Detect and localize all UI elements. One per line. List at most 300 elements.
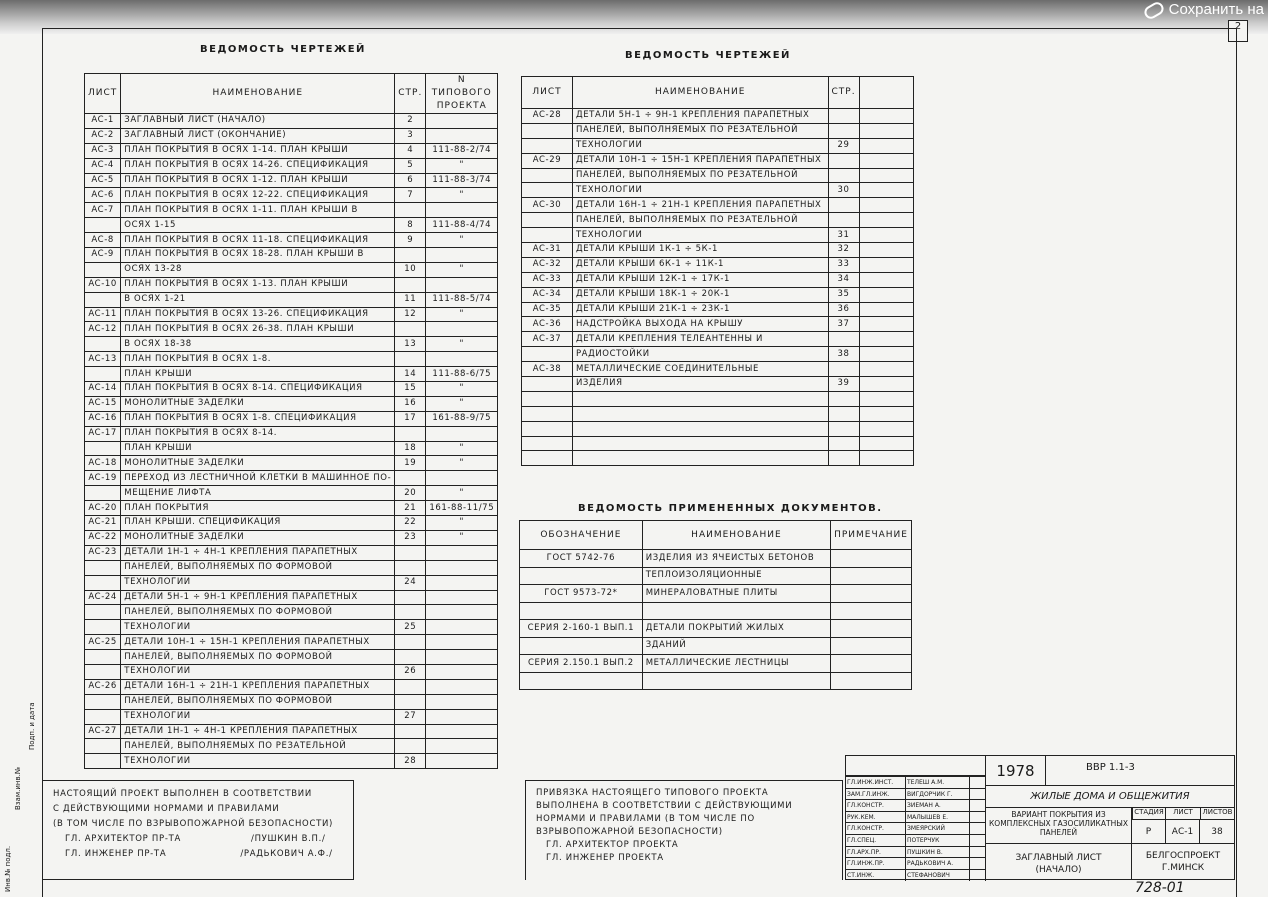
cell-page <box>828 153 859 168</box>
table-row <box>520 655 912 673</box>
cell-page <box>828 123 859 138</box>
cell-name: ТЕХНОЛОГИИ <box>121 709 395 724</box>
cell-name: ПЛАН ПОКРЫТИЯ В ОСЯХ 12-22. СПЕЦИФИКАЦИЯ <box>121 188 395 203</box>
table-row <box>85 411 498 426</box>
table-row <box>85 516 498 531</box>
cell-name: ПЛАН ПОКРЫТИЯ В ОСЯХ 11-18. СПЕЦИФИКАЦИЯ <box>121 233 395 248</box>
staff-name: ВИГДОРЧИК Г. <box>906 789 970 800</box>
cell-project <box>426 426 498 441</box>
cell-sheet <box>85 292 121 307</box>
table-row <box>85 352 498 367</box>
cell-sheet: AC-2 <box>85 128 121 143</box>
cell-project <box>426 114 498 129</box>
cell-sheet: AC-24 <box>85 590 121 605</box>
staff-row <box>846 869 986 881</box>
cell-page <box>831 672 912 690</box>
staff-name: СТЕФАНОВИЧ <box>906 870 970 881</box>
cell-name: МОНОЛИТНЫЕ ЗАДЕЛКИ <box>121 396 395 411</box>
cell-project: 111-88-6/75 <box>426 367 498 382</box>
cell-sheet: AC-38 <box>522 362 573 377</box>
sheet-value: АС-1 <box>1166 820 1200 844</box>
column-header: N ТИПОВОГО ПРОЕКТА <box>426 74 498 114</box>
cell-project: 111-88-4/74 <box>426 218 498 233</box>
cell-sheet <box>522 377 573 392</box>
staff-name: ЗМЕЯРСКИЙ <box>906 823 970 834</box>
cell-page <box>828 332 859 347</box>
cell-page: 7 <box>395 188 426 203</box>
cell-project <box>859 332 913 347</box>
table-row <box>522 347 914 362</box>
cell-page <box>828 198 859 213</box>
column-header: СТР. <box>395 74 426 114</box>
cell-sheet <box>85 620 121 635</box>
cell-project: " <box>426 233 498 248</box>
table-row <box>522 243 914 258</box>
cell-project <box>859 436 913 451</box>
save-to-button[interactable] <box>1144 1 1264 18</box>
cell-name: ПАНЕЛЕЙ, ВЫПОЛНЯЕМЫХ ПО ФОРМОВОЙ <box>121 650 395 665</box>
staff-name: РАДЬКОВИЧ А. <box>906 858 970 869</box>
staff-role: ГЛ.АРХ.ПР. <box>846 847 906 858</box>
cell-page: 32 <box>828 243 859 258</box>
cell-project <box>859 421 913 436</box>
cell-page <box>828 451 859 466</box>
table-row <box>520 637 912 655</box>
cell-name: ПЛАН ПОКРЫТИЯ В ОСЯХ 14-26. СПЕЦИФИКАЦИЯ <box>121 158 395 173</box>
cell-project: 111-88-2/74 <box>426 143 498 158</box>
cell-sheet: AC-32 <box>522 257 573 272</box>
cell-page <box>395 203 426 218</box>
table-row <box>85 635 498 650</box>
cell-page: 26 <box>395 664 426 679</box>
cell-sheet: AC-36 <box>522 317 573 332</box>
year: 1978 <box>986 756 1046 786</box>
cell-name: ПЕРЕХОД ИЗ ЛЕСТНИЧНОЙ КЛЕТКИ В МАШИННОЕ ПО- <box>121 471 395 486</box>
docs-table-title: ВЕДОМОСТЬ ПРИМЕНЕННЫХ ДОКУМЕНТОВ. <box>578 503 883 514</box>
cell-name <box>572 436 828 451</box>
cell-name: ТЕХНОЛОГИИ <box>121 620 395 635</box>
table-row <box>522 451 914 466</box>
table-row <box>85 679 498 694</box>
cell-sheet <box>520 672 643 690</box>
cell-page <box>831 620 912 638</box>
cell-sheet <box>522 168 573 183</box>
cell-sheet <box>522 406 573 421</box>
cell-sheet: AC-33 <box>522 272 573 287</box>
cell-project <box>426 605 498 620</box>
cell-name: ПАНЕЛЕЙ, ВЫПОЛНЯЕМЫХ ПО ФОРМОВОЙ <box>121 560 395 575</box>
staff-row <box>846 799 986 811</box>
cell-page: 25 <box>395 620 426 635</box>
note-line: (В ТОМ ЧИСЛЕ ПО ВЗРЫВОПОЖАРНОЙ БЕЗОПАСНОСТИ) <box>53 819 334 829</box>
staff-role: ЗАМ.ГЛ.ИНЖ. <box>846 789 906 800</box>
cell-name: ПЛАН ПОКРЫТИЯ В ОСЯХ 13-26. СПЕЦИФИКАЦИЯ <box>121 307 395 322</box>
cell-page <box>395 635 426 650</box>
table-row <box>522 183 914 198</box>
cell-project <box>426 679 498 694</box>
cell-name: НАДСТРОЙКА ВЫХОДА НА КРЫШУ <box>572 317 828 332</box>
archive-number: 728-01 <box>1135 880 1185 896</box>
save-icon <box>1142 0 1166 21</box>
table-row <box>522 272 914 287</box>
cell-sheet <box>85 754 121 769</box>
cell-project: " <box>426 262 498 277</box>
table-row <box>520 567 912 585</box>
cell-sheet <box>522 213 573 228</box>
cell-page: 2 <box>395 114 426 129</box>
cell-name: ДЕТАЛИ 5Н-1 ÷ 9Н-1 КРЕПЛЕНИЯ ПАРАПЕТНЫХ <box>121 590 395 605</box>
table-row <box>522 391 914 406</box>
cell-sheet <box>85 709 121 724</box>
staff-name: МАЛЫШЕВ Е. <box>906 812 970 823</box>
table-row <box>85 203 498 218</box>
cell-page: 4 <box>395 143 426 158</box>
cell-page: 8 <box>395 218 426 233</box>
staff-row <box>846 776 986 788</box>
sheets-value: 38 <box>1200 820 1234 844</box>
cell-sheet: AC-37 <box>522 332 573 347</box>
cell-page <box>395 650 426 665</box>
cell-project <box>426 664 498 679</box>
cell-sheet <box>522 183 573 198</box>
cell-name: ИЗДЕЛИЯ ИЗ ЯЧЕИСТЫХ БЕТОНОВ <box>642 550 830 568</box>
cell-project <box>426 575 498 590</box>
cell-sheet <box>522 391 573 406</box>
cell-name <box>572 406 828 421</box>
cell-project <box>426 277 498 292</box>
cell-page <box>395 322 426 337</box>
cell-page <box>395 426 426 441</box>
table-row <box>522 138 914 153</box>
cell-name: ДЕТАЛИ КРЫШИ 1К-1 ÷ 5К-1 <box>572 243 828 258</box>
cell-page: 33 <box>828 257 859 272</box>
save-label: Сохранить на <box>1168 1 1264 18</box>
table-row <box>522 302 914 317</box>
table-row <box>85 367 498 382</box>
table-row <box>520 602 912 620</box>
side-label: Взам.инв.№ <box>14 766 22 810</box>
staff-list <box>846 776 986 881</box>
cell-page <box>395 739 426 754</box>
cell-project <box>859 302 913 317</box>
table-row <box>85 173 498 188</box>
cell-name <box>572 391 828 406</box>
table-row <box>85 486 498 501</box>
signer-role: ГЛ. ИНЖЕНЕР ПРОЕКТА <box>546 853 664 863</box>
cell-sheet: AC-14 <box>85 382 121 397</box>
cell-sheet: AC-16 <box>85 411 121 426</box>
cell-page: 20 <box>395 486 426 501</box>
cell-project <box>859 287 913 302</box>
cell-project: " <box>426 188 498 203</box>
cell-page: 28 <box>395 754 426 769</box>
table-row <box>85 248 498 263</box>
table-row <box>85 233 498 248</box>
project-description: ВАРИАНТ ПОКРЫТИЯ ИЗ КОМПЛЕКСНЫХ ГАЗОСИЛИКАТНЫХ ПАНЕЛЕЙ <box>986 808 1132 844</box>
building-type: ЖИЛЫЕ ДОМА И ОБЩЕЖИТИЯ <box>986 786 1234 808</box>
cell-page <box>828 362 859 377</box>
cell-sheet <box>85 739 121 754</box>
cell-project <box>859 377 913 392</box>
table-row <box>522 406 914 421</box>
cell-name: ДЕТАЛИ КРЫШИ 6К-1 ÷ 11К-1 <box>572 257 828 272</box>
cell-page <box>828 421 859 436</box>
table-row <box>85 754 498 769</box>
cell-name: РАДИОСТОЙКИ <box>572 347 828 362</box>
cell-name: ПЛАН ПОКРЫТИЯ В ОСЯХ 1-11. ПЛАН КРЫШИ В <box>121 203 395 218</box>
cell-sheet: AC-31 <box>522 243 573 258</box>
cell-name: МОНОЛИТНЫЕ ЗАДЕЛКИ <box>121 530 395 545</box>
cell-name: МОНОЛИТНЫЕ ЗАДЕЛКИ <box>121 456 395 471</box>
side-label: Инв.№ подл. <box>4 845 12 892</box>
cell-project: " <box>426 530 498 545</box>
header-row <box>520 521 912 550</box>
cell-project <box>426 739 498 754</box>
organization: БЕЛГОСПРОЕКТ Г.МИНСК <box>1145 851 1221 873</box>
cell-page <box>831 602 912 620</box>
binding-note-right <box>525 780 843 880</box>
table-row <box>85 128 498 143</box>
table-row <box>85 650 498 665</box>
cell-sheet <box>85 218 121 233</box>
cell-project <box>859 391 913 406</box>
cell-page: 16 <box>395 396 426 411</box>
signer-role: ГЛ. АРХИТЕКТОР ПР-ТА <box>65 834 181 844</box>
cell-sheet: AC-1 <box>85 114 121 129</box>
cell-sheet: AC-34 <box>522 287 573 302</box>
cell-name <box>572 451 828 466</box>
cell-sheet: AC-9 <box>85 248 121 263</box>
cell-page: 27 <box>395 709 426 724</box>
table-row <box>522 153 914 168</box>
cell-sheet <box>522 347 573 362</box>
cell-name: МЕТАЛЛИЧЕСКИЕ СОЕДИНИТЕЛЬНЫЕ <box>572 362 828 377</box>
cell-page: 31 <box>828 228 859 243</box>
table-row <box>522 377 914 392</box>
table-row <box>520 550 912 568</box>
cell-name: ПЛАН ПОКРЫТИЯ В ОСЯХ 1-13. ПЛАН КРЫШИ <box>121 277 395 292</box>
cell-sheet: СЕРИЯ 2.150.1 ВЫП.2 <box>520 655 643 673</box>
cell-page <box>831 655 912 673</box>
cell-sheet <box>522 138 573 153</box>
column-header: ЛИСТ <box>85 74 121 114</box>
cell-project <box>859 272 913 287</box>
cell-page <box>395 277 426 292</box>
cell-sheet: ГОСТ 5742-76 <box>520 550 643 568</box>
table-row <box>522 332 914 347</box>
cell-page <box>395 590 426 605</box>
cell-page: 11 <box>395 292 426 307</box>
table-row <box>85 575 498 590</box>
column-header: СТР. <box>828 77 859 109</box>
column-header: ОБОЗНАЧЕНИЕ <box>520 521 643 550</box>
cell-page: 9 <box>395 233 426 248</box>
signer-role: ГЛ. ИНЖЕНЕР ПР-ТА <box>65 849 167 859</box>
cell-page: 29 <box>828 138 859 153</box>
header-row <box>522 77 914 109</box>
cell-project: 111-88-5/74 <box>426 292 498 307</box>
cell-sheet: AC-11 <box>85 307 121 322</box>
table-row <box>85 262 498 277</box>
cell-name: ПЛАН ПОКРЫТИЯ В ОСЯХ 1-8. СПЕЦИФИКАЦИЯ <box>121 411 395 426</box>
cell-sheet: AC-27 <box>85 724 121 739</box>
cell-name: ПЛАН КРЫШИ. СПЕЦИФИКАЦИЯ <box>121 516 395 531</box>
cell-page <box>395 560 426 575</box>
cell-project <box>426 203 498 218</box>
table-row <box>85 694 498 709</box>
cell-name: ЗДАНИЙ <box>642 637 830 655</box>
cell-project: " <box>426 396 498 411</box>
cell-project: " <box>426 382 498 397</box>
cell-name: ЗАГЛАВНЫЙ ЛИСТ (НАЧАЛО) <box>121 114 395 129</box>
cell-project <box>426 724 498 739</box>
cell-name: В ОСЯХ 1-21 <box>121 292 395 307</box>
cell-project <box>426 590 498 605</box>
left-table-title: ВЕДОМОСТЬ ЧЕРТЕЖЕЙ <box>200 44 366 55</box>
cell-page <box>828 213 859 228</box>
table-row <box>85 471 498 486</box>
staff-role: ГЛ.КОНСТР. <box>846 823 906 834</box>
cell-sheet: AC-22 <box>85 530 121 545</box>
cell-project <box>426 248 498 263</box>
cell-project <box>859 451 913 466</box>
side-label: Подп. и дата <box>28 702 36 750</box>
cell-name: ПАНЕЛЕЙ, ВЫПОЛНЯЕМЫХ ПО РЕЗАТЕЛЬНОЙ <box>572 213 828 228</box>
cell-page: 30 <box>828 183 859 198</box>
cell-name: МИНЕРАЛОВАТНЫЕ ПЛИТЫ <box>642 585 830 603</box>
table-row <box>522 168 914 183</box>
staff-row <box>846 822 986 834</box>
table-row <box>522 317 914 332</box>
table-row <box>85 382 498 397</box>
cell-project: 161-88-9/75 <box>426 411 498 426</box>
cell-sheet <box>85 367 121 382</box>
signer-role: ГЛ. АРХИТЕКТОР ПРОЕКТА <box>546 840 679 850</box>
table-row <box>85 218 498 233</box>
column-header <box>859 77 913 109</box>
cell-sheet: AC-13 <box>85 352 121 367</box>
cell-project <box>859 228 913 243</box>
cell-page <box>395 248 426 263</box>
cell-page: 17 <box>395 411 426 426</box>
cell-name: ТЕХНОЛОГИИ <box>121 754 395 769</box>
cell-name: ДЕТАЛИ КРЫШИ 18К-1 ÷ 20К-1 <box>572 287 828 302</box>
cell-sheet: AC-4 <box>85 158 121 173</box>
cell-sheet: AC-8 <box>85 233 121 248</box>
table-row <box>85 277 498 292</box>
staff-row <box>846 857 986 869</box>
applied-documents-table <box>519 520 912 690</box>
table-row <box>85 114 498 129</box>
table-row <box>85 456 498 471</box>
sheet-corner-number: 2 <box>1228 20 1248 42</box>
cell-page <box>395 694 426 709</box>
cell-page <box>828 391 859 406</box>
cell-sheet: AC-18 <box>85 456 121 471</box>
table-row <box>522 198 914 213</box>
right-table-title: ВЕДОМОСТЬ ЧЕРТЕЖЕЙ <box>625 50 791 61</box>
cell-project <box>859 123 913 138</box>
table-row <box>85 501 498 516</box>
cell-sheet <box>85 262 121 277</box>
cell-sheet: AC-20 <box>85 501 121 516</box>
cell-page: 6 <box>395 173 426 188</box>
signer-name: /РАДЬКОВИЧ А.Ф./ <box>240 849 333 859</box>
column-header: ЛИСТ <box>522 77 573 109</box>
cell-page <box>828 406 859 421</box>
table-row <box>85 307 498 322</box>
staff-row <box>846 846 986 858</box>
cell-page: 34 <box>828 272 859 287</box>
cell-sheet <box>520 567 643 585</box>
staff-row <box>846 788 986 800</box>
cell-project <box>859 183 913 198</box>
cell-sheet <box>85 560 121 575</box>
cell-sheet <box>85 664 121 679</box>
staff-name: ТЕЛЕШ А.М. <box>906 777 970 788</box>
staff-name: ПОТЕРЧУК <box>906 835 970 846</box>
cell-name: ПАНЕЛЕЙ, ВЫПОЛНЯЕМЫХ ПО ФОРМОВОЙ <box>121 694 395 709</box>
table-row <box>522 213 914 228</box>
staff-role: ГЛ.ИНЖ.ПР. <box>846 858 906 869</box>
cell-project <box>859 198 913 213</box>
cell-page: 23 <box>395 530 426 545</box>
cell-sheet: AC-12 <box>85 322 121 337</box>
cell-page <box>395 724 426 739</box>
cell-project <box>426 128 498 143</box>
cell-sheet <box>85 337 121 352</box>
cell-name: ОСЯХ 13-28 <box>121 262 395 277</box>
cell-sheet: AC-21 <box>85 516 121 531</box>
cell-name: ТЕХНОЛОГИИ <box>121 575 395 590</box>
cell-project <box>859 109 913 124</box>
cell-page: 36 <box>828 302 859 317</box>
cell-sheet: AC-23 <box>85 545 121 560</box>
cell-sheet: СЕРИЯ 2-160-1 ВЫП.1 <box>520 620 643 638</box>
cell-name: ДЕТАЛИ ПОКРЫТИЙ ЖИЛЫХ <box>642 620 830 638</box>
compliance-note-left <box>42 780 354 880</box>
table-row <box>85 530 498 545</box>
cell-sheet: AC-5 <box>85 173 121 188</box>
table-row <box>520 620 912 638</box>
stage-label: СТАДИЯ <box>1132 808 1166 820</box>
table-row <box>520 672 912 690</box>
cell-name: ОСЯХ 1-15 <box>121 218 395 233</box>
cell-sheet <box>522 436 573 451</box>
cell-name: ИЗДЕЛИЯ <box>572 377 828 392</box>
staff-name: ПУШКИН В. <box>906 847 970 858</box>
cell-project <box>859 213 913 228</box>
table-row <box>522 421 914 436</box>
staff-role: РУК.КЕМ. <box>846 812 906 823</box>
cell-sheet: AC-26 <box>85 679 121 694</box>
cell-page <box>828 436 859 451</box>
table-row <box>85 441 498 456</box>
cell-name: ДЕТАЛИ 10Н-1 ÷ 15Н-1 КРЕПЛЕНИЯ ПАРАПЕТНЫХ <box>121 635 395 650</box>
cell-project <box>426 754 498 769</box>
drawings-list-table-right <box>521 76 914 466</box>
column-header: НАИМЕНОВАНИЕ <box>572 77 828 109</box>
table-row <box>522 362 914 377</box>
cell-sheet <box>85 575 121 590</box>
cell-name: ТЕХНОЛОГИИ <box>121 664 395 679</box>
table-row <box>85 620 498 635</box>
cell-name: ТЕХНОЛОГИИ <box>572 138 828 153</box>
table-row <box>85 188 498 203</box>
cell-name: ДЕТАЛИ КРЫШИ 12К-1 ÷ 17К-1 <box>572 272 828 287</box>
cell-project <box>426 545 498 560</box>
cell-project <box>859 153 913 168</box>
